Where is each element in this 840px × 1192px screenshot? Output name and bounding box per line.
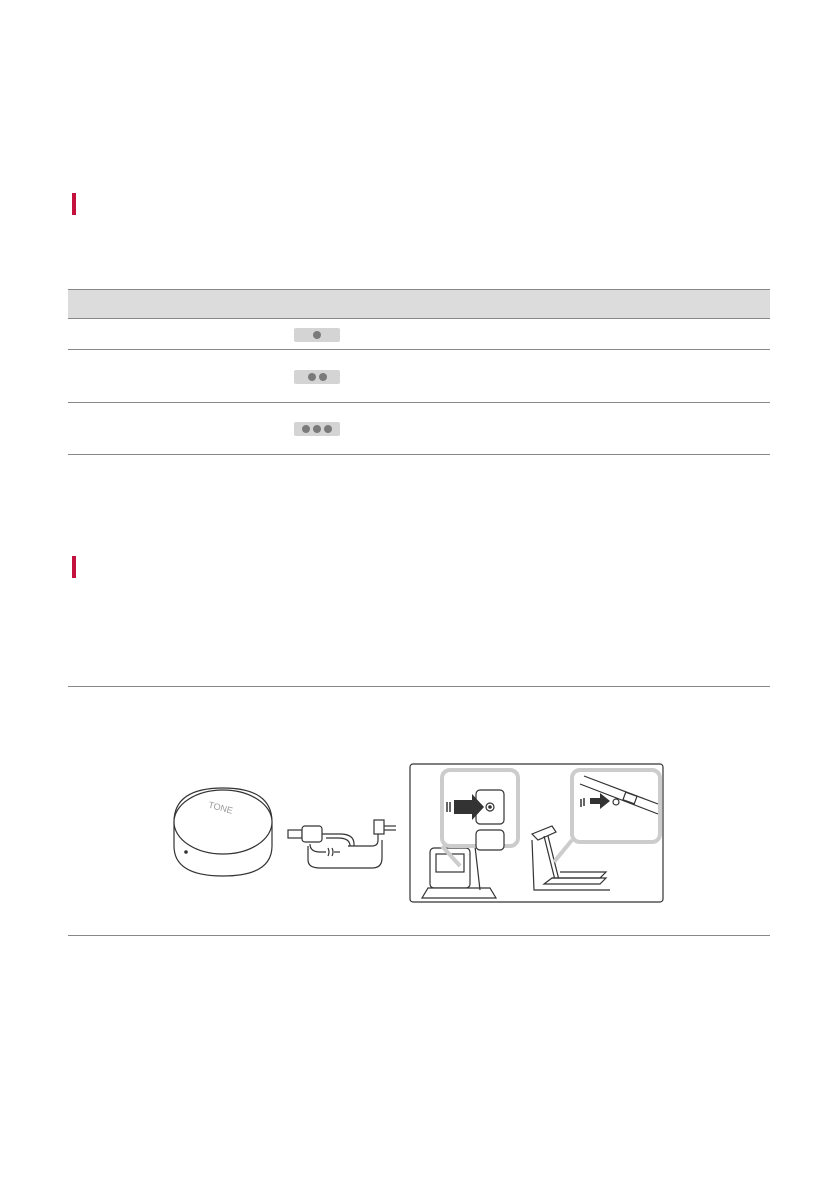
table-row (68, 350, 770, 403)
table-cell (68, 319, 294, 350)
table-header-cell (364, 290, 770, 319)
section-marker-1 (72, 193, 76, 215)
table-row (68, 319, 770, 350)
table-cell (364, 319, 770, 350)
table-cell (68, 350, 294, 403)
section-marker-2 (72, 556, 76, 578)
table-row (68, 403, 770, 455)
led-indicator-two-dots-icon (294, 370, 340, 384)
cable-icon (288, 820, 396, 868)
connection-diagram-svg (160, 760, 670, 910)
table-header-cell (68, 290, 294, 319)
led-indicator-three-dots-icon (294, 422, 340, 436)
table-cell (294, 319, 364, 350)
divider-bottom (68, 935, 770, 936)
led-indicator-one-dot-icon (294, 328, 340, 342)
fitness-equipment-panel (410, 764, 663, 902)
led-status-table (68, 289, 770, 455)
device-logo-text: TONE (207, 799, 234, 816)
connection-illustration (160, 760, 670, 910)
table-header-row (68, 290, 770, 319)
table-cell (294, 350, 364, 403)
table-cell (364, 403, 770, 455)
divider-top (68, 686, 770, 687)
table-cell (294, 403, 364, 455)
table-cell (68, 403, 294, 455)
cradle-device-icon (174, 788, 272, 876)
table-header-cell (294, 290, 364, 319)
table-cell (364, 350, 770, 403)
